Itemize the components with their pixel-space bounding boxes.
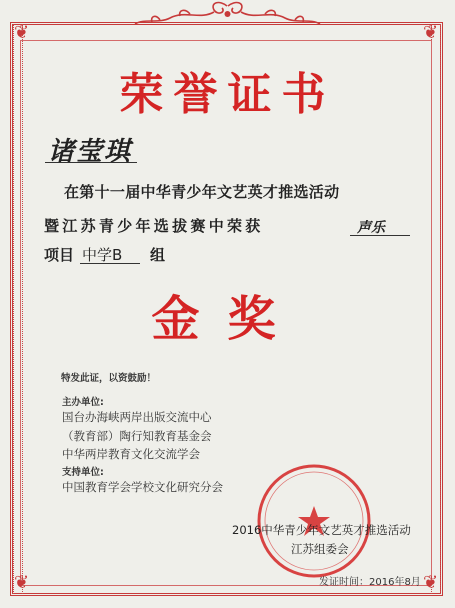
citation-line-3-suffix: 组 <box>150 246 166 264</box>
issue-date: 2016年8月 <box>369 577 421 588</box>
host-label: 主办单位: <box>62 397 104 408</box>
corner-ornament-icon: ❦ <box>14 22 30 43</box>
top-scroll-ornament-icon <box>130 0 325 34</box>
host-org: 中华两岸教育文化交流学会 <box>62 447 200 461</box>
citation-line-1: 在第十一届中华青少年文艺英才推选活动 <box>64 183 340 201</box>
host-org: 国台办海峡两岸出版交流中心 <box>62 410 212 424</box>
commendation-text: 特发此证，以资鼓励！ <box>61 373 157 384</box>
recipient-name: 诸莹琪 <box>48 137 133 167</box>
category-underline <box>350 235 410 236</box>
corner-ornament-icon: ❦ <box>423 572 439 593</box>
issue-label: 发证时间： <box>319 577 369 588</box>
group-underline <box>80 263 140 264</box>
certificate-title: 荣誉证书 <box>119 69 336 120</box>
corner-ornament-icon: ❦ <box>423 22 439 43</box>
official-seal-icon <box>255 462 373 580</box>
award-title: 金奖 <box>151 291 304 347</box>
footer-event: 2016中华青少年文艺英才推选活动 <box>232 523 411 537</box>
award-category: 声乐 <box>357 220 385 236</box>
group-value: 中学B <box>82 246 123 264</box>
citation-line-2: 暨江苏青少年选拔赛中荣获 <box>44 217 264 235</box>
support-label: 支持单位: <box>62 467 104 478</box>
footer-committee: 江苏组委会 <box>291 542 349 556</box>
citation-line-3-prefix: 项目 <box>44 246 75 264</box>
recipient-underline <box>45 162 137 163</box>
support-org: 中国教育学会学校文化研究分会 <box>62 480 223 494</box>
corner-ornament-icon: ❦ <box>14 572 30 593</box>
host-org: （教育部）陶行知教育基金会 <box>62 429 212 443</box>
